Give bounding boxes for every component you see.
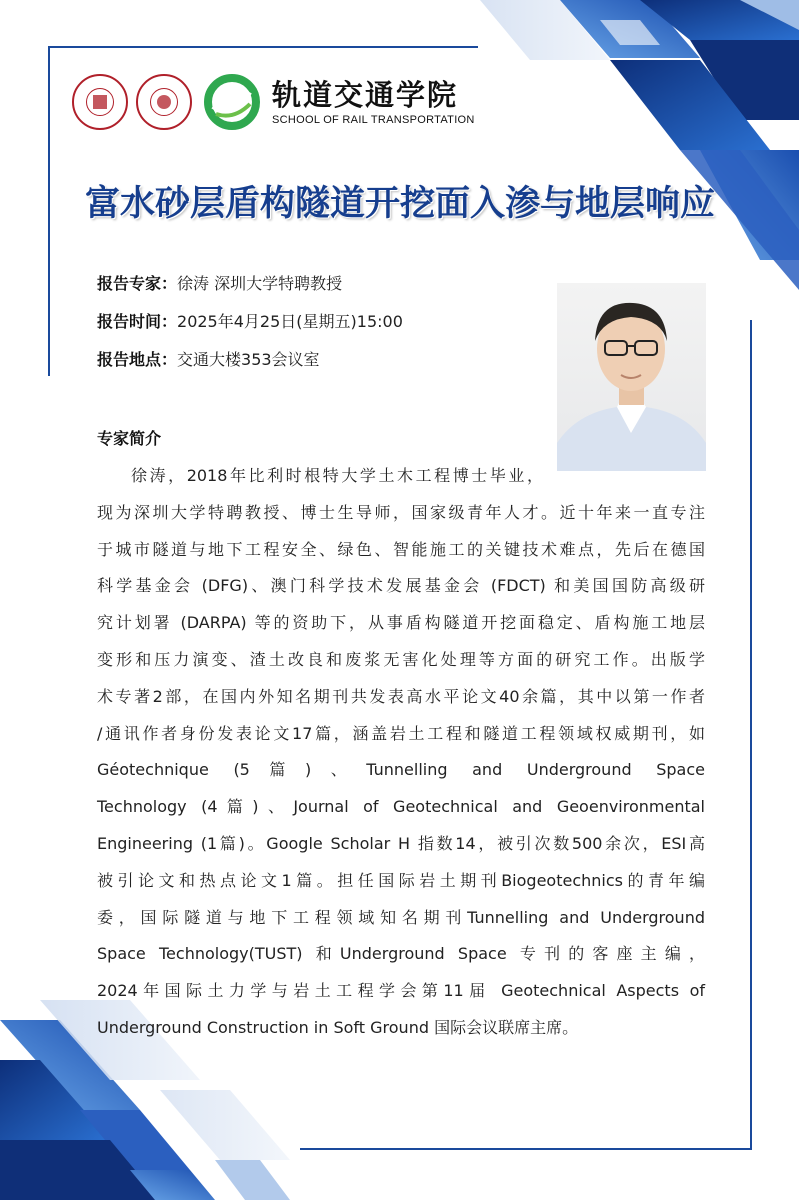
info-label: 报告地点： [97, 350, 178, 369]
bio-text [97, 458, 705, 1047]
school-name [272, 78, 475, 126]
bio-line: 被引论文和热点论文1篇。担任国际岩土期刊Biogeotechnics的青年编 [97, 870, 705, 890]
bio-line: Underground Construction in Soft Ground 国际会议联席主席。 [97, 1017, 579, 1037]
bio-line: 徐涛，2018年比利时根特大学土木工程博士毕业， [131, 466, 543, 485]
bio-line: Technology (4篇)、Journal of Geotechnical and Geoenvironmental [97, 797, 705, 817]
frame-right-line [750, 320, 752, 1150]
university-seal-2-icon [136, 74, 192, 130]
info-speaker [97, 274, 403, 312]
university-seal-1-icon [72, 74, 128, 130]
info-time [97, 312, 403, 350]
frame-bottom-line [300, 1148, 752, 1150]
bio-line: 于城市隧道与地下工程安全、绿色、智能施工的关键技术难点，先后在德国 [97, 539, 705, 559]
bio-heading: 专家简介 [97, 429, 162, 448]
speaker-photo-icon [557, 283, 706, 471]
bio-line: 委，国际隧道与地下工程领域知名期刊Tunnelling and Underground [97, 907, 705, 927]
info-location [97, 350, 403, 388]
info-value: 交通大楼353会议室 [177, 350, 320, 369]
bio-line: 变形和压力演变、渣土改良和废浆无害化处理等方面的研究工作。出版学 [97, 649, 705, 669]
info-label: 报告专家： [97, 274, 178, 293]
frame-left-line [48, 46, 50, 376]
frame-top-line [48, 46, 478, 48]
bio-line: Space Technology(TUST) 和Underground Space 专刊的客座主编， [97, 944, 705, 964]
bio-line: 现为深圳大学特聘教授、博士生导师，国家级青年人才。近十年来一直专注 [97, 502, 705, 522]
info-label: 报告时间： [97, 312, 178, 331]
bio-line: Géotechnique (5篇)、Tunnelling and Underground Space [97, 760, 705, 780]
school-name-en: SCHOOL OF RAIL TRANSPORTATION [272, 114, 475, 126]
bio-line: /通讯作者身份发表论文17篇，涵盖岩土工程和隧道工程领域权威期刊，如 [97, 723, 705, 743]
bio-line: Engineering (1篇)。Google Scholar H 指数14，被引次数500余次，ESI高 [97, 833, 705, 853]
lecture-title: 富水砂层盾构隧道开挖面入渗与地层响应 [84, 184, 715, 224]
bio-line: 术专著2部，在国内外知名期刊共发表高水平论文40余篇，其中以第一作者 [97, 686, 705, 706]
bio-line: 2024年国际土力学与岩土工程学会第11届 Geotechnical Aspects of [97, 981, 705, 1001]
bio-line: 科学基金会 (DFG)、澳门科学技术发展基金会 (FDCT) 和美国国防高级研 [97, 576, 705, 596]
logo-header [72, 72, 475, 132]
info-value: 2025年4月25日(星期五)15:00 [177, 312, 403, 331]
lecture-info [97, 274, 403, 388]
school-name-cn: 轨道交通学院 [272, 78, 459, 112]
rail-school-logo-icon [204, 74, 260, 130]
bio-line: 究计划署 (DARPA) 等的资助下，从事盾构隧道开挖面稳定、盾构施工地层 [97, 613, 705, 633]
info-value: 徐涛 深圳大学特聘教授 [177, 274, 343, 293]
